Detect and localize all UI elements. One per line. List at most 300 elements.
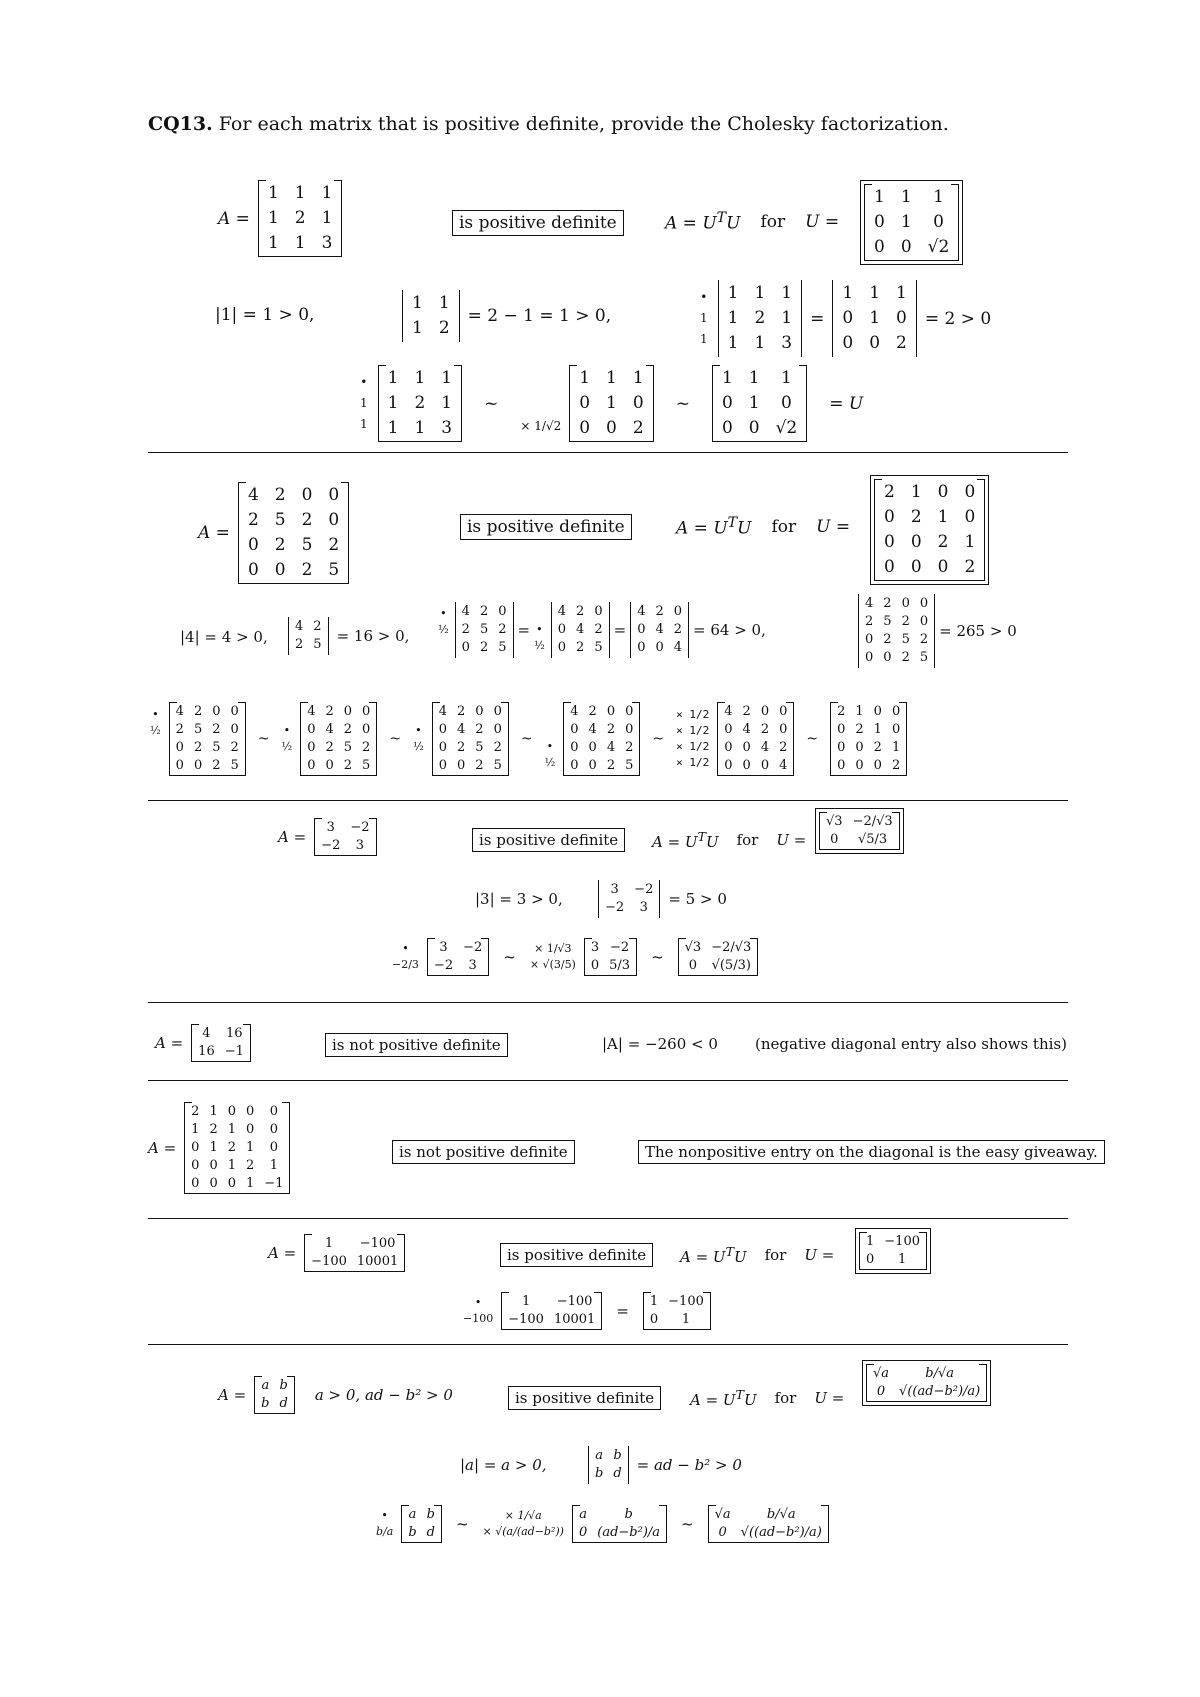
equals-u: = U	[829, 393, 864, 414]
matrix-cell: 4	[457, 722, 466, 737]
matrix-cell: 10001	[553, 1312, 596, 1327]
matrix-cell: 0	[588, 758, 597, 773]
matrix-cell: 0	[438, 722, 448, 737]
matrix-cell: 2	[328, 535, 340, 555]
matrix-cell: 4	[557, 604, 567, 619]
minor2-value: = 16 > 0,	[336, 627, 410, 645]
matrix-cell: 1	[269, 1158, 279, 1173]
matrix-cell: 1	[937, 507, 949, 527]
matrix-cell: 2	[865, 614, 874, 629]
matrix-cell: 1	[781, 308, 793, 328]
matrix	[255, 1376, 294, 1414]
matrix-cell: 4	[655, 622, 664, 637]
matrix-cell: 0	[779, 722, 788, 737]
p4-status: is not positive definite	[325, 1033, 508, 1057]
matrix-cell: 0	[874, 212, 885, 232]
matrix-cell: 2	[779, 740, 788, 755]
matrix-cell: 0	[191, 1140, 200, 1155]
matrix-cell: a	[408, 1507, 417, 1522]
matrix-cell: 2	[475, 758, 484, 773]
matrix-cell: 1	[438, 293, 450, 313]
matrix-cell: 4	[760, 740, 770, 755]
matrix-cell: 1	[866, 1234, 875, 1249]
matrix-cell: 2	[910, 507, 922, 527]
sim: ~	[484, 393, 499, 414]
a-equals: A =	[198, 523, 230, 543]
matrix-cell: 2	[294, 208, 306, 228]
p7-status: is positive definite	[508, 1386, 661, 1410]
a-equals: A =	[268, 1244, 297, 1262]
sim: ~	[257, 731, 270, 747]
p6-a-matrix	[268, 1234, 405, 1272]
matrix-cell: 0	[891, 722, 901, 737]
p1-a-matrix	[218, 180, 342, 257]
matrix-cell: 5	[901, 632, 910, 647]
matrix-cell: 0	[227, 1104, 237, 1119]
matrix-cell: √((ad−b²)/a)	[740, 1525, 822, 1540]
sim: ~	[652, 731, 665, 747]
matrix-cell: 0	[655, 640, 664, 655]
matrix	[289, 617, 328, 655]
matrix-cell: −2	[350, 820, 370, 835]
matrix-cell: 0	[325, 758, 334, 773]
matrix-cell: √((ad−b²)/a)	[899, 1384, 981, 1399]
p2-status: is positive definite	[460, 514, 632, 540]
p1-reduction: • 1 1 1 1 1 1 2 1 1 1 3 ~ × 1/√2 1 1 1 0 1 0 0 0 2 ~ 1 1 1 0 1 0 0 0 √2 = U	[360, 365, 863, 442]
matrix-cell: 0	[876, 1384, 886, 1399]
sim: ~	[681, 1515, 694, 1533]
matrix-cell: 5	[493, 758, 502, 773]
matrix-cell: 0	[457, 758, 466, 773]
matrix-cell: 0	[175, 758, 184, 773]
matrix-cell: 2	[325, 704, 334, 719]
matrix-cell: √2	[927, 237, 950, 257]
matrix-cell: 0	[247, 535, 259, 555]
matrix-cell: 0	[594, 604, 603, 619]
minor3-value: = 64 > 0,	[693, 621, 766, 639]
matrix-cell: 1	[632, 368, 644, 388]
matrix-cell: 0	[625, 704, 634, 719]
matrix-cell: 4	[742, 722, 751, 737]
matrix-cell: 3	[610, 882, 619, 897]
sim: ~	[503, 948, 516, 966]
matrix-cell: 2	[230, 740, 239, 755]
matrix-cell: 0	[493, 704, 502, 719]
matrix-cell: 0	[964, 507, 976, 527]
p3-status: is positive definite	[472, 828, 625, 852]
matrix-cell: 0	[328, 485, 340, 505]
matrix-cell: 2	[193, 740, 203, 755]
matrix-cell: 0	[362, 722, 371, 737]
matrix-cell: 0	[328, 510, 340, 530]
matrix-cell: 1	[896, 283, 907, 303]
matrix-cell: 2	[576, 640, 585, 655]
divider	[148, 452, 1068, 453]
matrix-cell: 2	[606, 722, 616, 737]
matrix	[867, 1364, 986, 1402]
p2-a-matrix	[198, 482, 349, 584]
matrix-cell: 2	[891, 758, 901, 773]
matrix-cell: 0	[779, 704, 788, 719]
matrix-cell: 2	[625, 740, 634, 755]
matrix-cell: 0	[227, 1176, 237, 1191]
matrix	[315, 818, 375, 856]
matrix-cell: 0	[937, 557, 949, 577]
matrix-cell: √(5/3)	[711, 958, 751, 973]
matrix-cell: 4	[724, 704, 733, 719]
matrix-cell: 2	[884, 482, 895, 502]
matrix-cell: 0	[673, 604, 683, 619]
matrix-cell: b	[426, 1507, 435, 1522]
matrix	[305, 1234, 404, 1272]
matrix-cell: 2	[313, 619, 322, 634]
p7-minor2	[588, 1446, 742, 1484]
matrix	[709, 1505, 828, 1543]
matrix-cell: 0	[748, 418, 760, 438]
matrix-cell: b	[613, 1448, 622, 1463]
divider	[148, 800, 1068, 801]
u-equals: U =	[804, 1246, 835, 1264]
u-equals: U =	[814, 1389, 845, 1407]
p3-a-matrix	[278, 818, 377, 856]
matrix-cell: 1	[874, 187, 885, 207]
matrix	[833, 280, 915, 357]
p5-note: The nonpositive entry on the diagonal is the easy giveaway.	[638, 1140, 1105, 1164]
matrix-cell: d	[426, 1525, 435, 1540]
matrix-cell: a	[595, 1448, 604, 1463]
matrix-cell: −100	[508, 1312, 544, 1327]
matrix-cell: 4	[295, 619, 304, 634]
matrix-cell: 0	[343, 704, 353, 719]
matrix-cell: √3	[826, 814, 843, 829]
p3-utu: $A = U^TU$ for U =	[652, 829, 807, 851]
matrix-cell: 2	[191, 1104, 200, 1119]
matrix-cell: −2	[433, 958, 454, 973]
matrix-cell: 1	[606, 393, 617, 413]
matrix-cell: 4	[779, 758, 788, 773]
matrix-cell: 0	[246, 1122, 255, 1137]
matrix-cell: 0	[724, 758, 733, 773]
matrix-cell: b	[595, 1466, 604, 1481]
matrix-cell: 1	[964, 532, 976, 552]
matrix-cell: 5	[274, 510, 286, 530]
u-equals: U =	[805, 211, 840, 232]
matrix-cell: 2	[937, 532, 949, 552]
matrix-cell: √2	[775, 418, 798, 438]
matrix-cell: 1	[246, 1176, 255, 1191]
matrix-cell: 0	[721, 418, 733, 438]
minor2-value: = 5 > 0	[668, 890, 727, 908]
matrix-cell: 2	[274, 485, 286, 505]
matrix-cell: 0	[933, 212, 944, 232]
matrix-cell: b	[261, 1396, 270, 1411]
p3-minor1: |3| = 3 > 0,	[475, 890, 563, 908]
matrix-cell: 3	[639, 900, 648, 915]
p2-reduction: • ½ 4 2 0 0 2 5 2 0 0 2 5 2 0 0 2 5 ~ • ½ 4 2 0 0 0 4 2 0 0 2 5 2 0 0 2 5 ~ • ½ 4 2 0 0 0 4 2 0 0 2 5 2 0 0 2 5 ~ • ½ 4 2 0 0 0 4 2 0 0 0 4 2 0 0 2 5 ~ × 1/2 × 1/2 × 1/2 × 1/2 4 2 0 0 0 4 2 0 0 0 4 2 0 0 0 4 ~ 2 1 0 0 0 2 1 0 0 0 2 1 0 0 0 2	[150, 702, 907, 776]
matrix-cell: 4	[307, 704, 316, 719]
matrix-cell: 0	[632, 393, 644, 413]
matrix-cell: 2	[475, 722, 484, 737]
matrix-cell: 3	[439, 940, 448, 955]
matrix-cell: 1	[414, 368, 426, 388]
matrix-cell: 1	[869, 283, 881, 303]
matrix-cell: 1	[869, 308, 881, 328]
matrix-cell: 0	[855, 740, 864, 755]
p6-reduction: • −100 1 −100 −100 10001 = 1 −100 0 1	[463, 1292, 711, 1330]
matrix-cell: 0	[606, 418, 617, 438]
matrix-cell: 0	[900, 237, 912, 257]
minor4-value: = 265 > 0	[939, 622, 1017, 640]
p4-a-matrix	[155, 1024, 251, 1062]
matrix-cell: 2	[883, 632, 892, 647]
matrix-cell: 1	[191, 1122, 200, 1137]
problem-label: CQ13.	[148, 113, 213, 135]
matrix-cell: 5	[594, 640, 603, 655]
matrix-cell: 2	[896, 333, 907, 353]
p7-minor1: |a| = a > 0,	[460, 1456, 547, 1474]
matrix-cell: 2	[325, 740, 334, 755]
matrix-cell: 2	[212, 722, 221, 737]
p1-minor1: |1| = 1 > 0,	[215, 305, 315, 325]
p3-reduction: • −2/3 3 −2 −2 3 ~ × 1/√3 × √(3/5) 3 −2 0 5/3 ~ √3 −2/√3 0 √(5/3)	[392, 938, 758, 976]
matrix	[428, 938, 488, 976]
matrix	[456, 602, 513, 658]
minor3-value: = 2 > 0	[924, 308, 992, 329]
matrix	[259, 180, 341, 257]
matrix-cell: 5	[328, 560, 340, 580]
matrix-cell: 1	[294, 233, 306, 253]
matrix-cell: 0	[873, 758, 882, 773]
matrix-cell: 0	[837, 740, 846, 755]
matrix-cell: 5	[230, 758, 239, 773]
matrix-cell: 1	[910, 482, 922, 502]
row-op-labels: • 1 1	[700, 290, 708, 346]
matrix-cell: 3	[468, 958, 477, 973]
matrix	[552, 602, 609, 658]
p4-note: (negative diagonal entry also shows this)	[755, 1035, 1067, 1053]
matrix-cell: 2	[655, 604, 664, 619]
matrix-cell: 0	[209, 1176, 218, 1191]
matrix-cell: 2	[606, 758, 616, 773]
matrix-cell: 0	[919, 596, 929, 611]
matrix-cell: 2	[760, 722, 770, 737]
matrix-cell: 0	[498, 604, 507, 619]
matrix-cell: 0	[896, 308, 907, 328]
matrix-cell: √a	[873, 1366, 890, 1381]
matrix-cell: 0	[830, 832, 839, 847]
half-labels: × 1/2 × 1/2 × 1/2 × 1/2	[676, 708, 710, 769]
matrix-cell: 0	[760, 758, 770, 773]
matrix-cell: 1	[748, 368, 760, 388]
matrix-cell: 0	[570, 758, 579, 773]
matrix	[570, 365, 652, 442]
matrix-cell: 1	[727, 333, 739, 353]
matrix-cell: 4	[588, 722, 597, 737]
matrix	[679, 938, 758, 976]
matrix-cell: 1	[855, 704, 864, 719]
matrix-cell: 2	[193, 704, 203, 719]
matrix-cell: 0	[625, 722, 634, 737]
matrix-cell: 5	[313, 637, 322, 652]
matrix-cell: 1	[441, 393, 453, 413]
divider	[148, 1002, 1068, 1003]
problem-title	[148, 113, 949, 135]
matrix	[589, 1446, 628, 1484]
matrix-cell: 0	[269, 1140, 279, 1155]
matrix-cell: 2	[274, 535, 286, 555]
matrix	[185, 1102, 289, 1194]
matrix-cell: 0	[837, 758, 846, 773]
matrix-cell: 0	[578, 1525, 588, 1540]
matrix-cell: 0	[649, 1312, 659, 1327]
matrix-cell: −100	[556, 1294, 593, 1309]
matrix-cell: −2	[634, 882, 654, 897]
matrix-cell: 5	[301, 535, 313, 555]
matrix-cell: 1	[606, 368, 617, 388]
matrix-cell: 4	[175, 704, 184, 719]
sim: ~	[389, 731, 402, 747]
matrix	[502, 1292, 601, 1330]
matrix-cell: 0	[269, 1104, 279, 1119]
matrix-cell: 0	[307, 758, 316, 773]
matrix	[860, 1232, 926, 1270]
matrix-cell: d	[613, 1466, 622, 1481]
matrix-cell: 0	[724, 740, 733, 755]
matrix-cell: 5	[193, 722, 203, 737]
matrix-cell: 3	[781, 333, 793, 353]
matrix-cell: 1	[754, 283, 766, 303]
p1-utu	[665, 210, 839, 234]
p7-a-matrix	[218, 1376, 453, 1414]
matrix-cell: 1	[727, 283, 739, 303]
matrix-cell: 2	[883, 596, 892, 611]
matrix-cell: 0	[493, 722, 502, 737]
matrix-cell: 0	[937, 482, 949, 502]
matrix-cell: b	[624, 1507, 633, 1522]
matrix-cell: 0	[590, 958, 600, 973]
matrix	[379, 365, 461, 442]
matrix-cell: √3	[684, 940, 702, 955]
matrix-cell: 0	[438, 758, 448, 773]
matrix-cell: 5	[362, 758, 371, 773]
matrix-cell: 1	[842, 283, 854, 303]
matrix-cell: 0	[865, 650, 874, 665]
matrix-cell: 0	[964, 482, 976, 502]
matrix-cell: 2	[576, 604, 585, 619]
matrix-cell: 5	[343, 740, 353, 755]
matrix-cell: d	[279, 1396, 288, 1411]
matrix	[859, 594, 934, 668]
matrix-cell: 1	[387, 368, 399, 388]
matrix-cell: b/√a	[766, 1507, 796, 1522]
matrix-cell: a	[579, 1507, 587, 1522]
matrix	[644, 1292, 710, 1330]
sim: ~	[520, 731, 533, 747]
matrix-cell: −100	[359, 1236, 396, 1251]
matrix	[433, 702, 508, 776]
matrix-cell: 2	[362, 740, 371, 755]
p2-minor4	[858, 594, 1017, 668]
minor2-value: = 2 − 1 = 1 > 0,	[467, 306, 612, 326]
matrix-cell: 0	[307, 740, 316, 755]
matrix-cell: 1	[412, 318, 423, 338]
sim: ~	[806, 731, 819, 747]
matrix-cell: 0	[910, 557, 922, 577]
matrix-cell: −2	[605, 900, 625, 915]
matrix-cell: 3	[590, 940, 600, 955]
matrix-cell: 0	[919, 614, 929, 629]
divider	[148, 1344, 1068, 1345]
matrix-cell: 2	[209, 1122, 218, 1137]
matrix-cell: 2	[901, 614, 910, 629]
matrix-cell: 0	[438, 740, 448, 755]
p2-minor3: • ½ 4 2 0 2 5 2 0 2 5 = • ½ 4 2 0 0 4 2 0 2 5 = 4 2 0 0 4 2 0 0 4 = 64 > 0,	[438, 602, 766, 658]
matrix-cell: 2	[438, 318, 450, 338]
matrix-cell: 4	[202, 1026, 211, 1041]
matrix-cell: b	[279, 1378, 288, 1393]
matrix-cell: 2	[301, 510, 313, 530]
matrix-cell: 0	[175, 740, 184, 755]
matrix-cell: 0	[570, 722, 579, 737]
matrix-cell: 1	[294, 183, 306, 203]
matrix-cell: 5	[625, 758, 634, 773]
matrix-cell: 1	[748, 393, 760, 413]
matrix-cell: 2	[301, 560, 313, 580]
matrix-cell: 2	[175, 722, 184, 737]
matrix-cell: 1	[898, 1252, 907, 1267]
matrix-cell: 0	[230, 722, 239, 737]
matrix	[875, 479, 984, 581]
u-equals: U =	[816, 516, 851, 537]
matrix-cell: 0	[910, 532, 922, 552]
matrix	[631, 602, 688, 658]
matrix-cell: 0	[866, 1252, 875, 1267]
matrix-cell: 2	[873, 740, 882, 755]
matrix-cell: 2	[493, 740, 502, 755]
matrix-cell: 3	[441, 418, 453, 438]
matrix-cell: −2	[463, 940, 483, 955]
matrix	[820, 812, 899, 850]
p2-utu: $A = U^TU$ for U =	[676, 515, 851, 539]
matrix-cell: 1	[579, 368, 591, 388]
matrix-cell: 0	[579, 418, 591, 438]
matrix-cell: 2	[414, 393, 426, 413]
matrix-cell: 0	[865, 632, 874, 647]
matrix-cell: 0	[842, 333, 854, 353]
matrix-cell: 0	[461, 640, 470, 655]
matrix-cell: 1	[891, 740, 901, 755]
matrix	[585, 938, 636, 976]
matrix	[573, 1505, 666, 1543]
matrix-cell: 5/3	[609, 958, 631, 973]
matrix-cell: −2	[610, 940, 630, 955]
matrix-cell: 0	[209, 1158, 218, 1173]
matrix-cell: 16	[198, 1044, 215, 1059]
p3-minor2	[598, 880, 727, 918]
matrix-cell: −2/√3	[852, 814, 893, 829]
matrix-cell: 2	[295, 637, 304, 652]
matrix-cell: 5	[883, 614, 892, 629]
matrix-cell: 2	[343, 758, 353, 773]
matrix-cell: 3	[326, 820, 335, 835]
matrix-cell: 0	[606, 704, 616, 719]
for-text: for	[764, 1246, 787, 1264]
matrix-cell: 1	[414, 418, 426, 438]
matrix-cell: 1	[267, 208, 279, 228]
p1-minor2	[402, 290, 611, 342]
matrix-cell: 2	[901, 650, 910, 665]
for-text: for	[736, 831, 759, 849]
